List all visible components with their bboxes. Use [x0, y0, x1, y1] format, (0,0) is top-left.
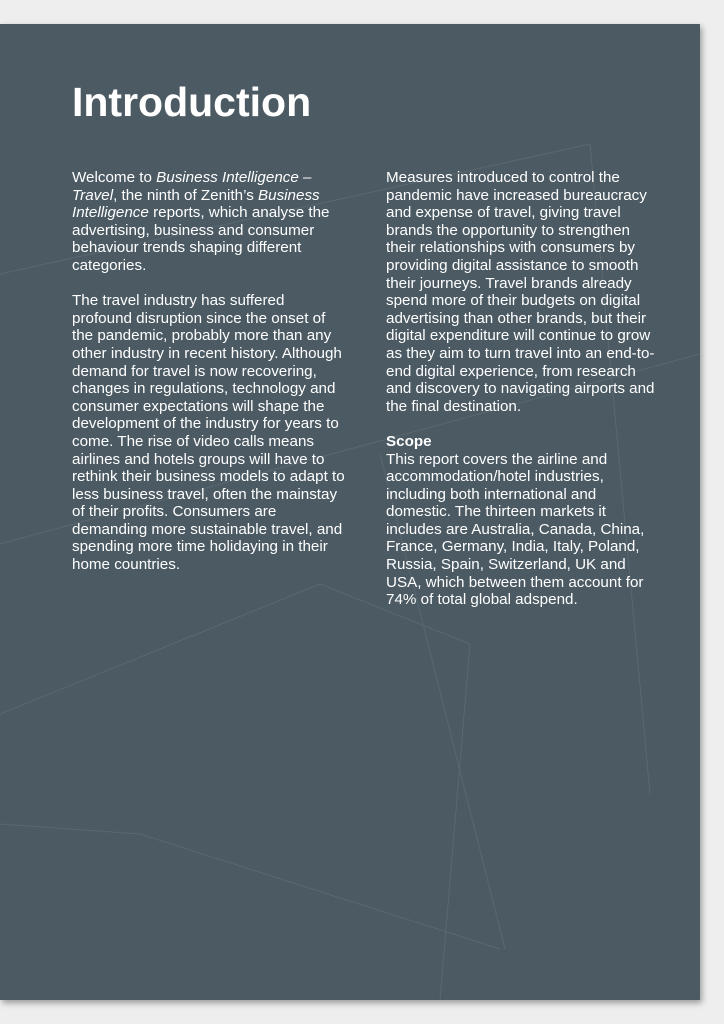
intro-text-3: reports, which analyse the advertising, business and consumer behaviour trends shaping different categories. — [72, 204, 330, 274]
document-page — [0, 24, 700, 1000]
intro-text-2: , the ninth of Zenith’s — [113, 186, 259, 204]
scope-section — [386, 433, 656, 609]
measures-paragraph: Measures introduced to control the pandemic have increased bureaucracy and expense of travel, giving travel brands the opportunity to strengthen their relationships with consumers by providing digital assistance to smooth their journeys. Travel brands already spend more of their budgets on digital advertising than other brands, but their digital expenditure will continue to grow as they aim to turn travel into an end-to-end digital experience, from research and discovery to navigating airports and the final destination. — [386, 169, 655, 415]
page-title: Introduction — [72, 79, 312, 125]
right-column — [386, 169, 656, 609]
industry-disruption-paragraph: The travel industry has suffered profound disruption since the onset of the pandemic, probably more than any other industry in recent history. Although demand for travel is now recovering, changes in regulations, technology and consumer expectations will shape the development of the industry for years to come. The rise of video calls means airlines and hotels groups will have to rethink their business models to adapt to less business travel, often the mainstay of their profits. Consumers are demanding more sustainable travel, and spending more time holidaying in their home countries. — [72, 292, 345, 574]
left-column — [72, 169, 347, 574]
scope-heading: Scope — [386, 432, 432, 450]
intro-paragraph — [72, 169, 347, 275]
report-title-italic: Business Intelligence – Travel — [72, 169, 312, 204]
intro-text-1: Welcome to — [72, 169, 157, 186]
series-name-italic: Business Intelligence — [72, 186, 320, 222]
scope-text: This report covers the airline and accommodation/hotel industries, including both international and domestic. The thirteen markets it includes are Australia, Canada, China, France, Germany, India, Italy, Poland, Russia, Spain, Switzerland, UK and USA, which between them account for 74% of total global adspend. — [386, 450, 645, 609]
